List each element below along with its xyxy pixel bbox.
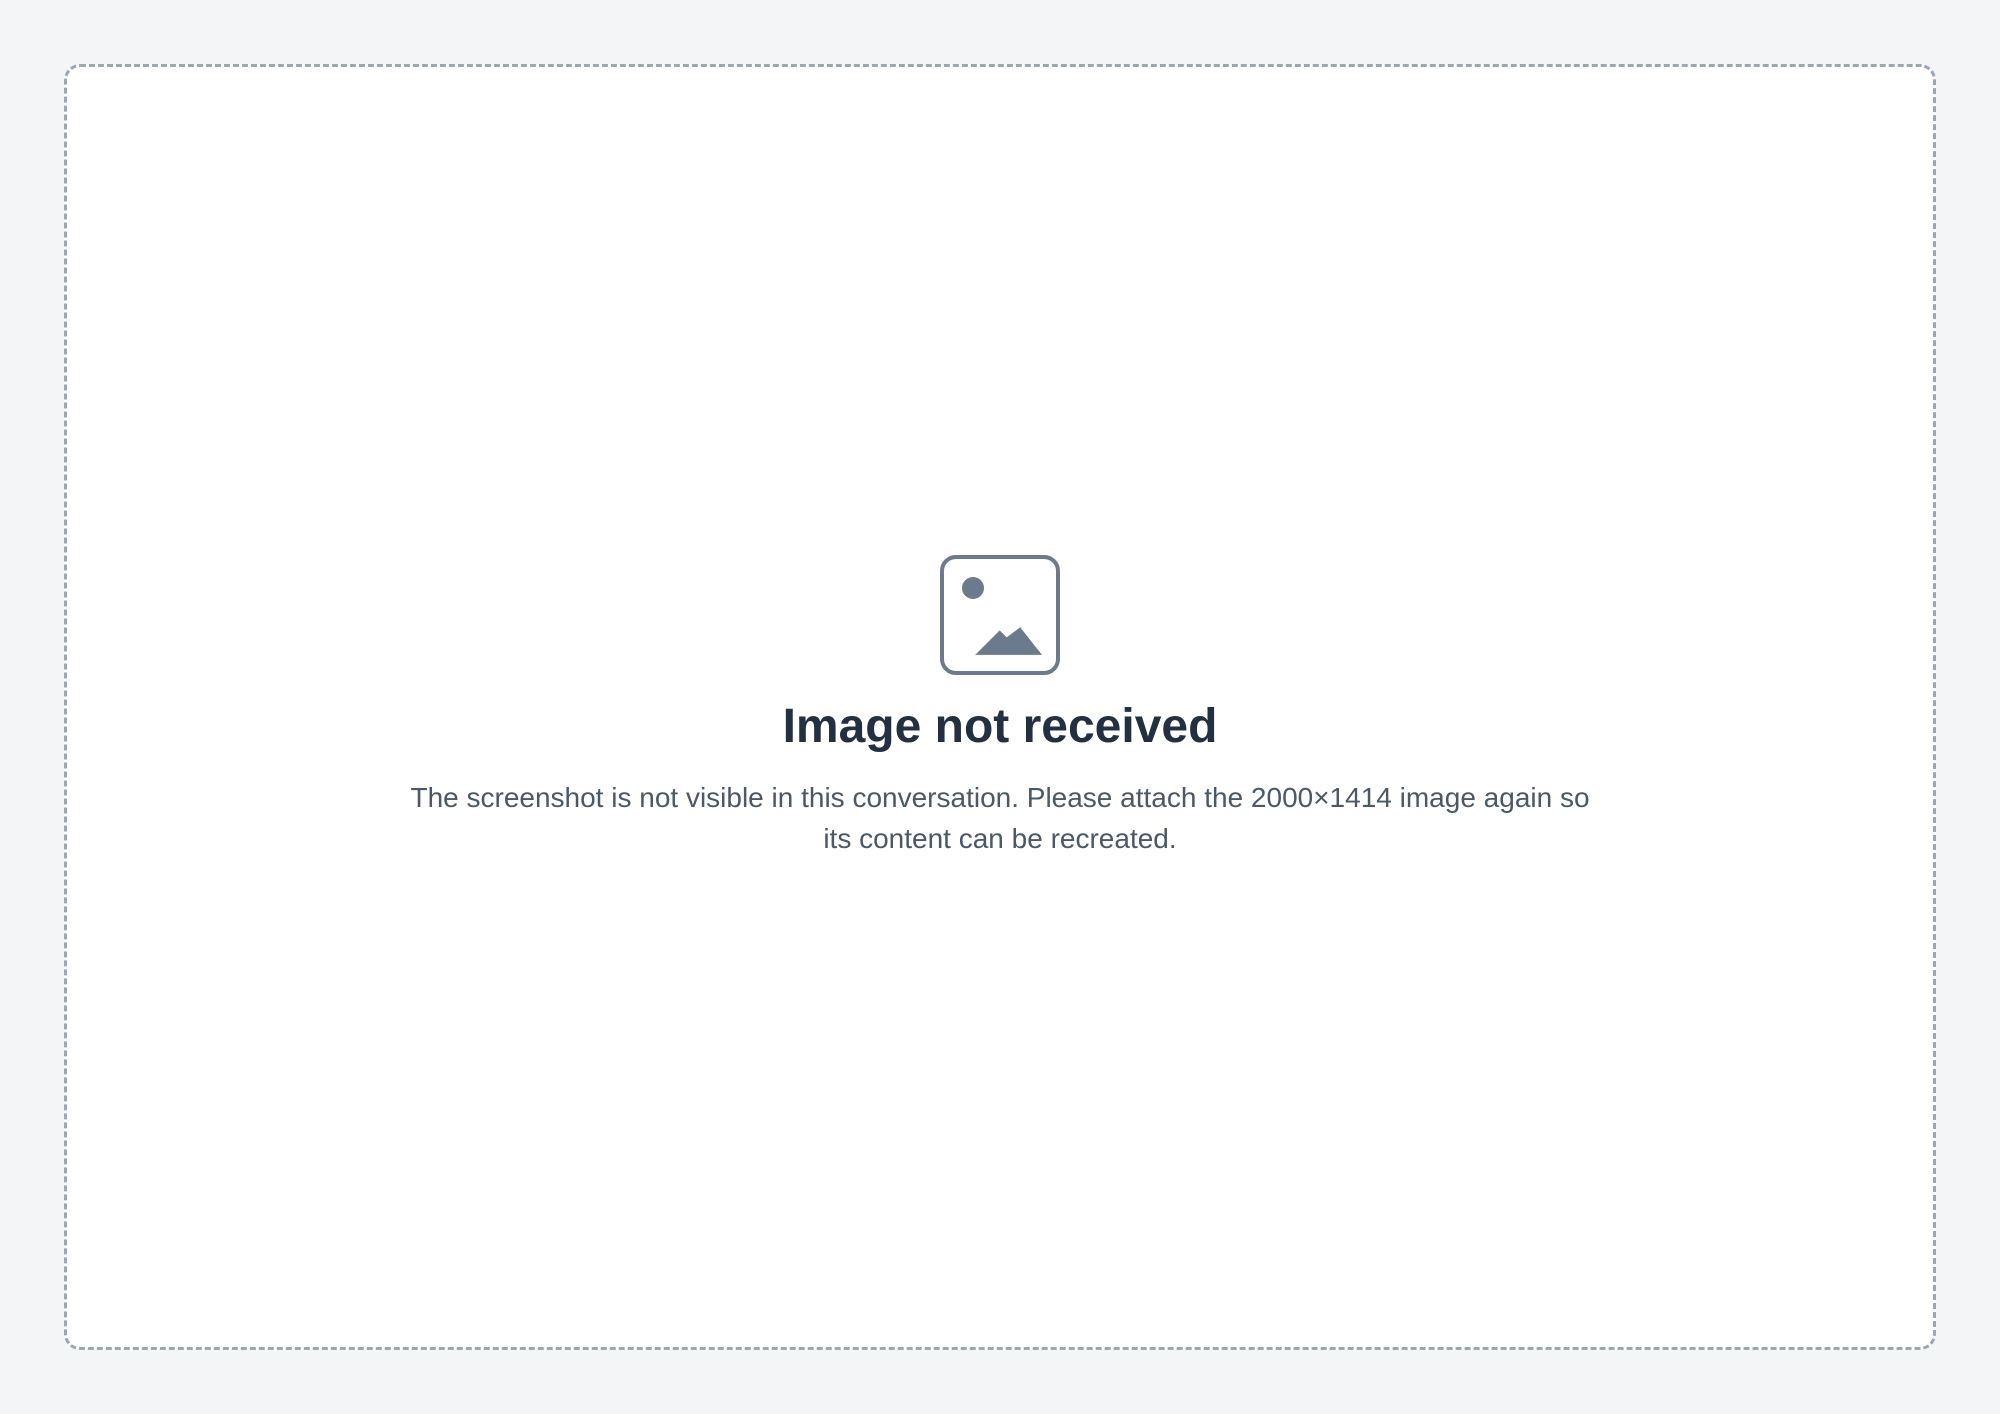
notice-title: Image not received — [782, 699, 1218, 753]
missing-image-panel — [64, 64, 1936, 1350]
image-placeholder-icon — [940, 555, 1060, 675]
notice-message: The screenshot is not visible in this conversation. Please attach the 2000×1414 image again so its content can be recreated. — [410, 781, 1590, 854]
